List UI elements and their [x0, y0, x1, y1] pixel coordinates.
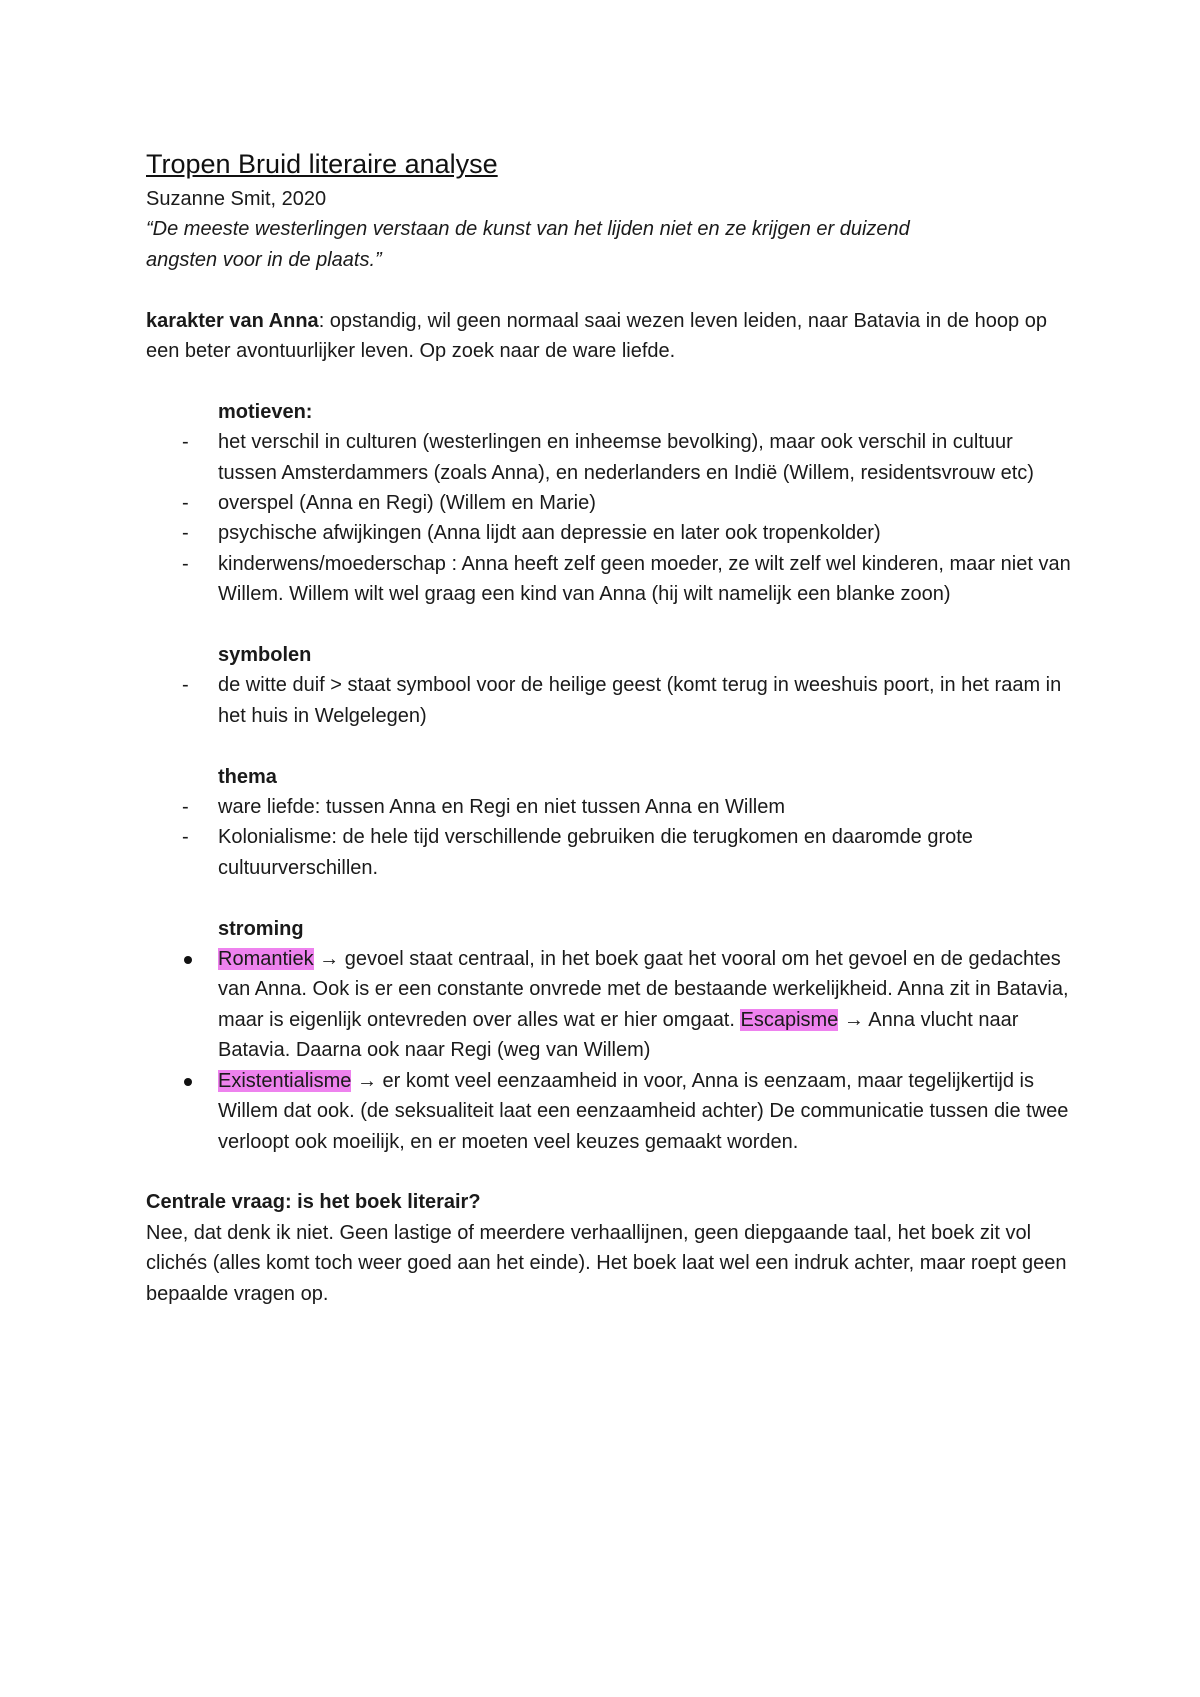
motieven-heading: motieven: — [218, 400, 313, 423]
quote-line-1: “De meeste westerlingen verstaan de kunst van het lijden niet en ze krijgen er duizend — [146, 218, 910, 241]
motieven-list — [146, 427, 1076, 609]
spacer — [146, 366, 1076, 396]
spacer — [146, 1157, 1076, 1187]
thema-heading: thema — [218, 765, 277, 788]
spacer — [146, 883, 1076, 913]
list-item — [146, 518, 1076, 548]
bullet-icon — [184, 956, 192, 964]
symbolen-heading: symbolen — [218, 644, 312, 667]
list-item — [146, 1066, 1076, 1157]
spacer — [146, 275, 1076, 305]
list-item-text: ware liefde: tussen Anna en Regi en niet tussen Anna en Willem — [218, 796, 786, 819]
list-item — [146, 792, 1076, 822]
list-item — [146, 488, 1076, 518]
list-item — [146, 944, 1076, 1066]
list-item-text: → gevoel staat centraal, in het boek gaat het vooral om het gevoel en de gedachtes van Anna. Ook is er een constante onvrede met de bestaande werkelijkheid. Anna zit in Batavia, maar is eigenlijk ontevreden over alles wat er hier omgaat. — [218, 948, 1069, 1031]
dash-marker: - — [182, 431, 189, 454]
dash-marker: - — [182, 826, 189, 849]
document-page — [146, 146, 1076, 1309]
author-line: Suzanne Smit, 2020 — [146, 188, 327, 210]
dash-marker: - — [182, 522, 189, 545]
highlight-existentialisme: Existentialisme — [218, 1069, 352, 1092]
dash-marker: - — [182, 796, 189, 819]
list-item-text: → Anna vlucht naar Batavia. Daarna ook naar Regi (weg van Willem) — [218, 1008, 1019, 1062]
karakter-paragraph — [146, 306, 1076, 367]
list-item-text: kinderwens/moederschap : Anna heeft zelf geen moeder, ze wilt zelf wel kinderen, maar niet van Willem. Willem wilt wel graag een kind van Anna (hij wilt namelijk een blanke zoon) — [218, 552, 1071, 606]
dash-marker: - — [182, 492, 189, 515]
thema-list — [146, 792, 1076, 883]
list-item-text: het verschil in culturen (westerlingen en inheemse bevolking), maar ook verschil in cultuur tussen Amsterdammers (zoals Anna), en nederlanders en Indië (Willem, residentsvrouw etc) — [218, 431, 1034, 484]
spacer — [146, 731, 1076, 761]
list-item-text: overspel (Anna en Regi) (Willem en Marie) — [218, 492, 596, 515]
list-item — [146, 822, 1076, 883]
quote-line-2: angsten voor in de plaats.” — [146, 248, 382, 271]
dash-marker: - — [182, 552, 189, 575]
symbolen-list — [146, 670, 1076, 731]
karakter-text: : opstandig, wil geen normaal saai wezen leven leiden, naar Batavia in de hoop op een beter avontuurlijker leven. Op zoek naar de ware liefde. — [146, 309, 1047, 363]
centrale-vraag-heading: Centrale vraag: is het boek literair? — [146, 1191, 481, 1214]
stroming-heading: stroming — [218, 917, 304, 940]
karakter-label: karakter van Anna — [146, 309, 319, 332]
spacer — [146, 610, 1076, 640]
list-item — [146, 549, 1076, 610]
highlight-escapisme: Escapisme — [740, 1008, 839, 1031]
list-item-text: Kolonialisme: de hele tijd verschillende gebruiken die terugkomen en daaromde grote cultuurverschillen. — [218, 826, 973, 879]
list-item-text: → er komt veel eenzaamheid in voor, Anna is eenzaam, maar tegelijkertijd is Willem dat ook. (de seksualiteit laat een eenzaamheid achter) De communicatie tussen die twee verloopt ook moeilijk, en er moeten veel keuzes gemaakt worden. — [218, 1069, 1069, 1153]
centrale-vraag-answer: Nee, dat denk ik niet. Geen lastige of meerdere verhaallijnen, geen diepgaande taal, het boek zit vol clichés (alles komt toch weer goed aan het einde). Het boek laat wel een indruk achter, maar roept geen bepaalde vragen op. — [146, 1221, 1067, 1305]
quote — [146, 214, 1076, 275]
list-item-text: psychische afwijkingen (Anna lijdt aan depressie en later ook tropenkolder) — [218, 522, 881, 545]
stroming-list — [146, 944, 1076, 1157]
document-title: Tropen Bruid literaire analyse — [146, 149, 498, 179]
list-item — [146, 427, 1076, 488]
list-item-text: de witte duif > staat symbool voor de heilige geest (komt terug in weeshuis poort, in het raam in het huis in Welgelegen) — [218, 674, 1062, 727]
bullet-icon — [184, 1078, 192, 1086]
list-item — [146, 670, 1076, 731]
highlight-romantiek: Romantiek — [218, 948, 314, 971]
dash-marker: - — [182, 674, 189, 697]
